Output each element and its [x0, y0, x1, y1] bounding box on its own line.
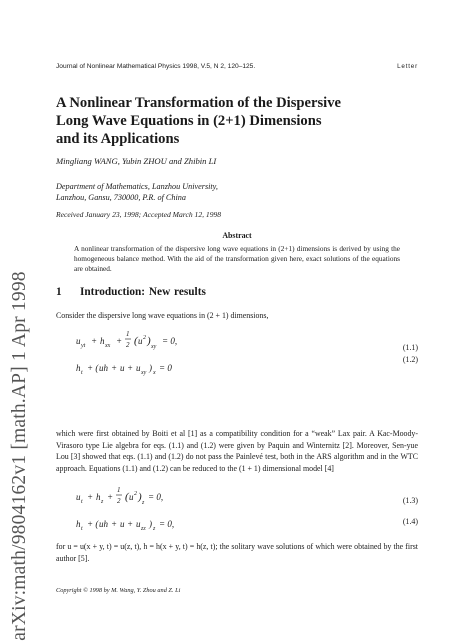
svg-text:u: u: [129, 492, 134, 502]
running-header: [56, 60, 418, 74]
svg-text:1: 1: [126, 330, 130, 338]
svg-text:zz: zz: [141, 526, 146, 532]
body-paragraph-2: for u = u(x + y, t) = u(z, t), h = h(x + y, t) = h(z, t); the solitary wave solutions of which were obtained by the first author [5].: [56, 542, 418, 563]
svg-text:u: u: [76, 492, 81, 502]
author-list: Mingliang WANG, Yubin ZHOU and Zhibin LI: [56, 156, 217, 166]
body-paragraph-1: which were first obtained by Boiti et al [1] as a compatibility condition for a “weak” Lax pair. A Kac-Moody-Virasoro type Lie algebra for eqs. (1.1) and (1.2) were given by Paquin and Winternitz [2]. Moreover, Sen-yue Lou [3] showed that eqs. (1.1) and (1.2) do not pass the Painlevé test, both in the ARS algorithm and in the WTC approach. Equations (1.1) and (1.2) can be reduced to the (1 + 1) dimensional model [4]: [56, 429, 418, 473]
svg-text:u: u: [120, 519, 125, 529]
svg-text:+ (: + (: [87, 519, 99, 529]
svg-text:+: +: [111, 363, 118, 373]
equation-1-2: [76, 358, 246, 380]
svg-text:= 0,: = 0,: [159, 519, 175, 529]
svg-text:u: u: [120, 363, 125, 373]
equation-1-3: [76, 484, 246, 512]
paper-title: [56, 94, 396, 149]
svg-text:h: h: [96, 492, 101, 502]
svg-text:+: +: [87, 492, 94, 502]
title-line-1: A Nonlinear Transformation of the Dispersive: [56, 95, 341, 111]
svg-text:(: (: [125, 491, 129, 503]
svg-text:): ): [149, 519, 152, 529]
title-line-3: and its Applications: [56, 131, 180, 148]
arxiv-identifier: arXiv:math/9804162v1 [math.AP] 1 Apr 1998: [9, 271, 30, 641]
equation-number-1-4: (1.4): [402, 517, 418, 526]
journal-citation: Journal of Nonlinear Mathematical Physics 1998, V.5, N 2, 120–125.: [56, 63, 256, 70]
equation-1-1-math: [76, 328, 246, 354]
svg-text:2: 2: [126, 341, 130, 349]
svg-text:= 0: = 0: [159, 363, 172, 373]
abstract-text: A nonlinear transformation of the dispersive long wave equations in (2+1) dimensions is derived by using the homogeneous balance method. With the aid of the transformation given here, exact solutions of the equations are obtained.: [74, 244, 400, 273]
svg-text:+: +: [116, 336, 123, 346]
svg-text:1: 1: [117, 486, 121, 494]
copyright-notice: Copyright © 1998 by M. Wang, Y. Zhou and Z. Li: [56, 587, 181, 594]
affiliation: [56, 181, 218, 203]
equation-1-4-math: [76, 514, 246, 534]
svg-text:t: t: [81, 370, 83, 376]
svg-text:x: x: [153, 370, 156, 376]
svg-text:): ): [138, 491, 142, 503]
article-type: Letter: [397, 63, 418, 70]
equation-1-2-math: [76, 358, 246, 378]
section-number: 1: [56, 286, 62, 298]
svg-text:u: u: [136, 363, 141, 373]
svg-text:+ (: + (: [87, 363, 99, 373]
abstract-heading: Abstract: [222, 231, 252, 240]
affiliation-line-2: Lanzhou, Gansu, 730000, P.R. of China: [56, 193, 186, 203]
svg-text:h: h: [76, 363, 81, 373]
svg-text:+: +: [91, 336, 98, 346]
title-line-2: Long Wave Equations in (2+1) Dimensions: [56, 113, 322, 130]
svg-text:uh: uh: [99, 519, 108, 529]
svg-text:t: t: [81, 499, 83, 505]
svg-text:+: +: [127, 519, 134, 529]
svg-text:z: z: [153, 526, 156, 532]
section-title: Introduction: New results: [80, 286, 206, 298]
section-heading: [56, 286, 206, 298]
equation-1-1: [76, 328, 246, 356]
paper-page: [56, 60, 418, 594]
svg-text:t: t: [81, 526, 83, 532]
equation-1-3-math: [76, 484, 246, 510]
svg-text:2: 2: [143, 335, 146, 341]
equation-number-1-3: (1.3): [402, 496, 418, 505]
svg-text:+: +: [127, 363, 134, 373]
svg-text:(: (: [134, 335, 138, 347]
svg-text:+: +: [111, 519, 118, 529]
equation-number-1-2: (1.2): [402, 355, 418, 364]
svg-text:h: h: [76, 519, 81, 529]
svg-text:z: z: [101, 499, 104, 505]
svg-text:yt: yt: [81, 343, 86, 349]
svg-text:+: +: [107, 492, 114, 502]
svg-text:): ): [149, 363, 152, 373]
svg-text:= 0,: = 0,: [148, 492, 164, 502]
affiliation-line-1: Department of Mathematics, Lanzhou University,: [56, 182, 218, 191]
received-dates: Received January 23, 1998; Accepted March 12, 1998: [56, 210, 222, 219]
svg-text:= 0,: = 0,: [162, 336, 178, 346]
svg-text:xy: xy: [151, 344, 157, 350]
svg-text:u: u: [76, 336, 81, 346]
svg-text:xx: xx: [105, 343, 111, 349]
svg-text:z: z: [142, 500, 145, 506]
svg-text:2: 2: [134, 491, 137, 497]
equation-1-4: [76, 514, 246, 536]
svg-text:2: 2: [117, 497, 121, 505]
svg-text:u: u: [136, 519, 141, 529]
svg-text:uh: uh: [99, 363, 108, 373]
svg-text:): ): [147, 335, 151, 347]
equation-number-1-1: (1.1): [402, 343, 418, 352]
svg-text:u: u: [138, 336, 143, 346]
intro-paragraph: Consider the dispersive long wave equations in (2 + 1) dimensions,: [56, 311, 269, 320]
svg-text:h: h: [100, 336, 105, 346]
arxiv-sidebar: [0, 118, 40, 641]
svg-text:xy: xy: [141, 370, 147, 376]
